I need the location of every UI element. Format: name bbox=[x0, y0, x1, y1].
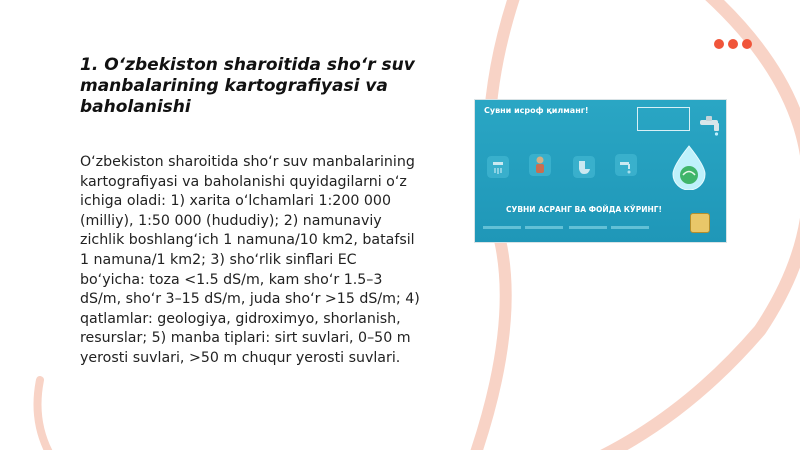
illustration-caption bbox=[611, 226, 649, 229]
illustration-caption bbox=[483, 226, 521, 229]
shower-icon bbox=[487, 156, 509, 178]
water-saving-poster-image bbox=[474, 99, 727, 243]
illustration-caption bbox=[525, 226, 563, 229]
poster-info-box bbox=[637, 107, 690, 131]
poster-headline: Сувни исроф қилманг! bbox=[484, 106, 589, 115]
poster-slogan: СУВНИ АСРАНГ ВА ФОЙДА КЎРИНГ! bbox=[506, 205, 662, 214]
sink-tap-icon bbox=[615, 154, 637, 176]
toilet-icon bbox=[573, 156, 595, 178]
faucet-icon bbox=[698, 114, 724, 136]
person-washing-icon bbox=[529, 154, 551, 176]
illustration-caption bbox=[569, 226, 607, 229]
slide-body-text: O‘zbekiston sharoitida sho‘r suv manbalarining kartografiyasi va baholanishi quyidagilarni o‘z ichiga oladi: 1) xarita o‘lchamlari 1:200 000 (milliy), 1:50 000 (hududiy); 2) namunaviy zichlik boshlang‘ich 1 namuna/10 km2, batafsil 1 namuna/1 km2; 3) sho‘rlik sinflari EC bo‘yicha: toza <1.5 dS/m, kam sho‘r 1.5–3 dS/m, sho‘r 3–15 dS/m, juda sho‘r >15 dS/m; 4) qatlamlar: geologiya, gidroximyo, shorlanish, resurslar; 5) manba tiplari: sirt suvlari, 0–50 m yerosti suvlari, >50 m chuqur yerosti suvlari. bbox=[80, 154, 420, 366]
accent-dot bbox=[714, 39, 724, 49]
ring-arc-left bbox=[38, 380, 61, 450]
accent-dot bbox=[742, 39, 752, 49]
emblem-logo-icon bbox=[690, 213, 710, 233]
poster-illustrations bbox=[481, 148, 651, 184]
slide-title: 1. O‘zbekiston sharoitida sho‘r suv manbalarining kartografiyasi va baholanishi bbox=[80, 55, 415, 117]
water-drop-icon bbox=[669, 144, 709, 190]
accent-dots bbox=[714, 39, 752, 49]
accent-dot bbox=[728, 39, 738, 49]
